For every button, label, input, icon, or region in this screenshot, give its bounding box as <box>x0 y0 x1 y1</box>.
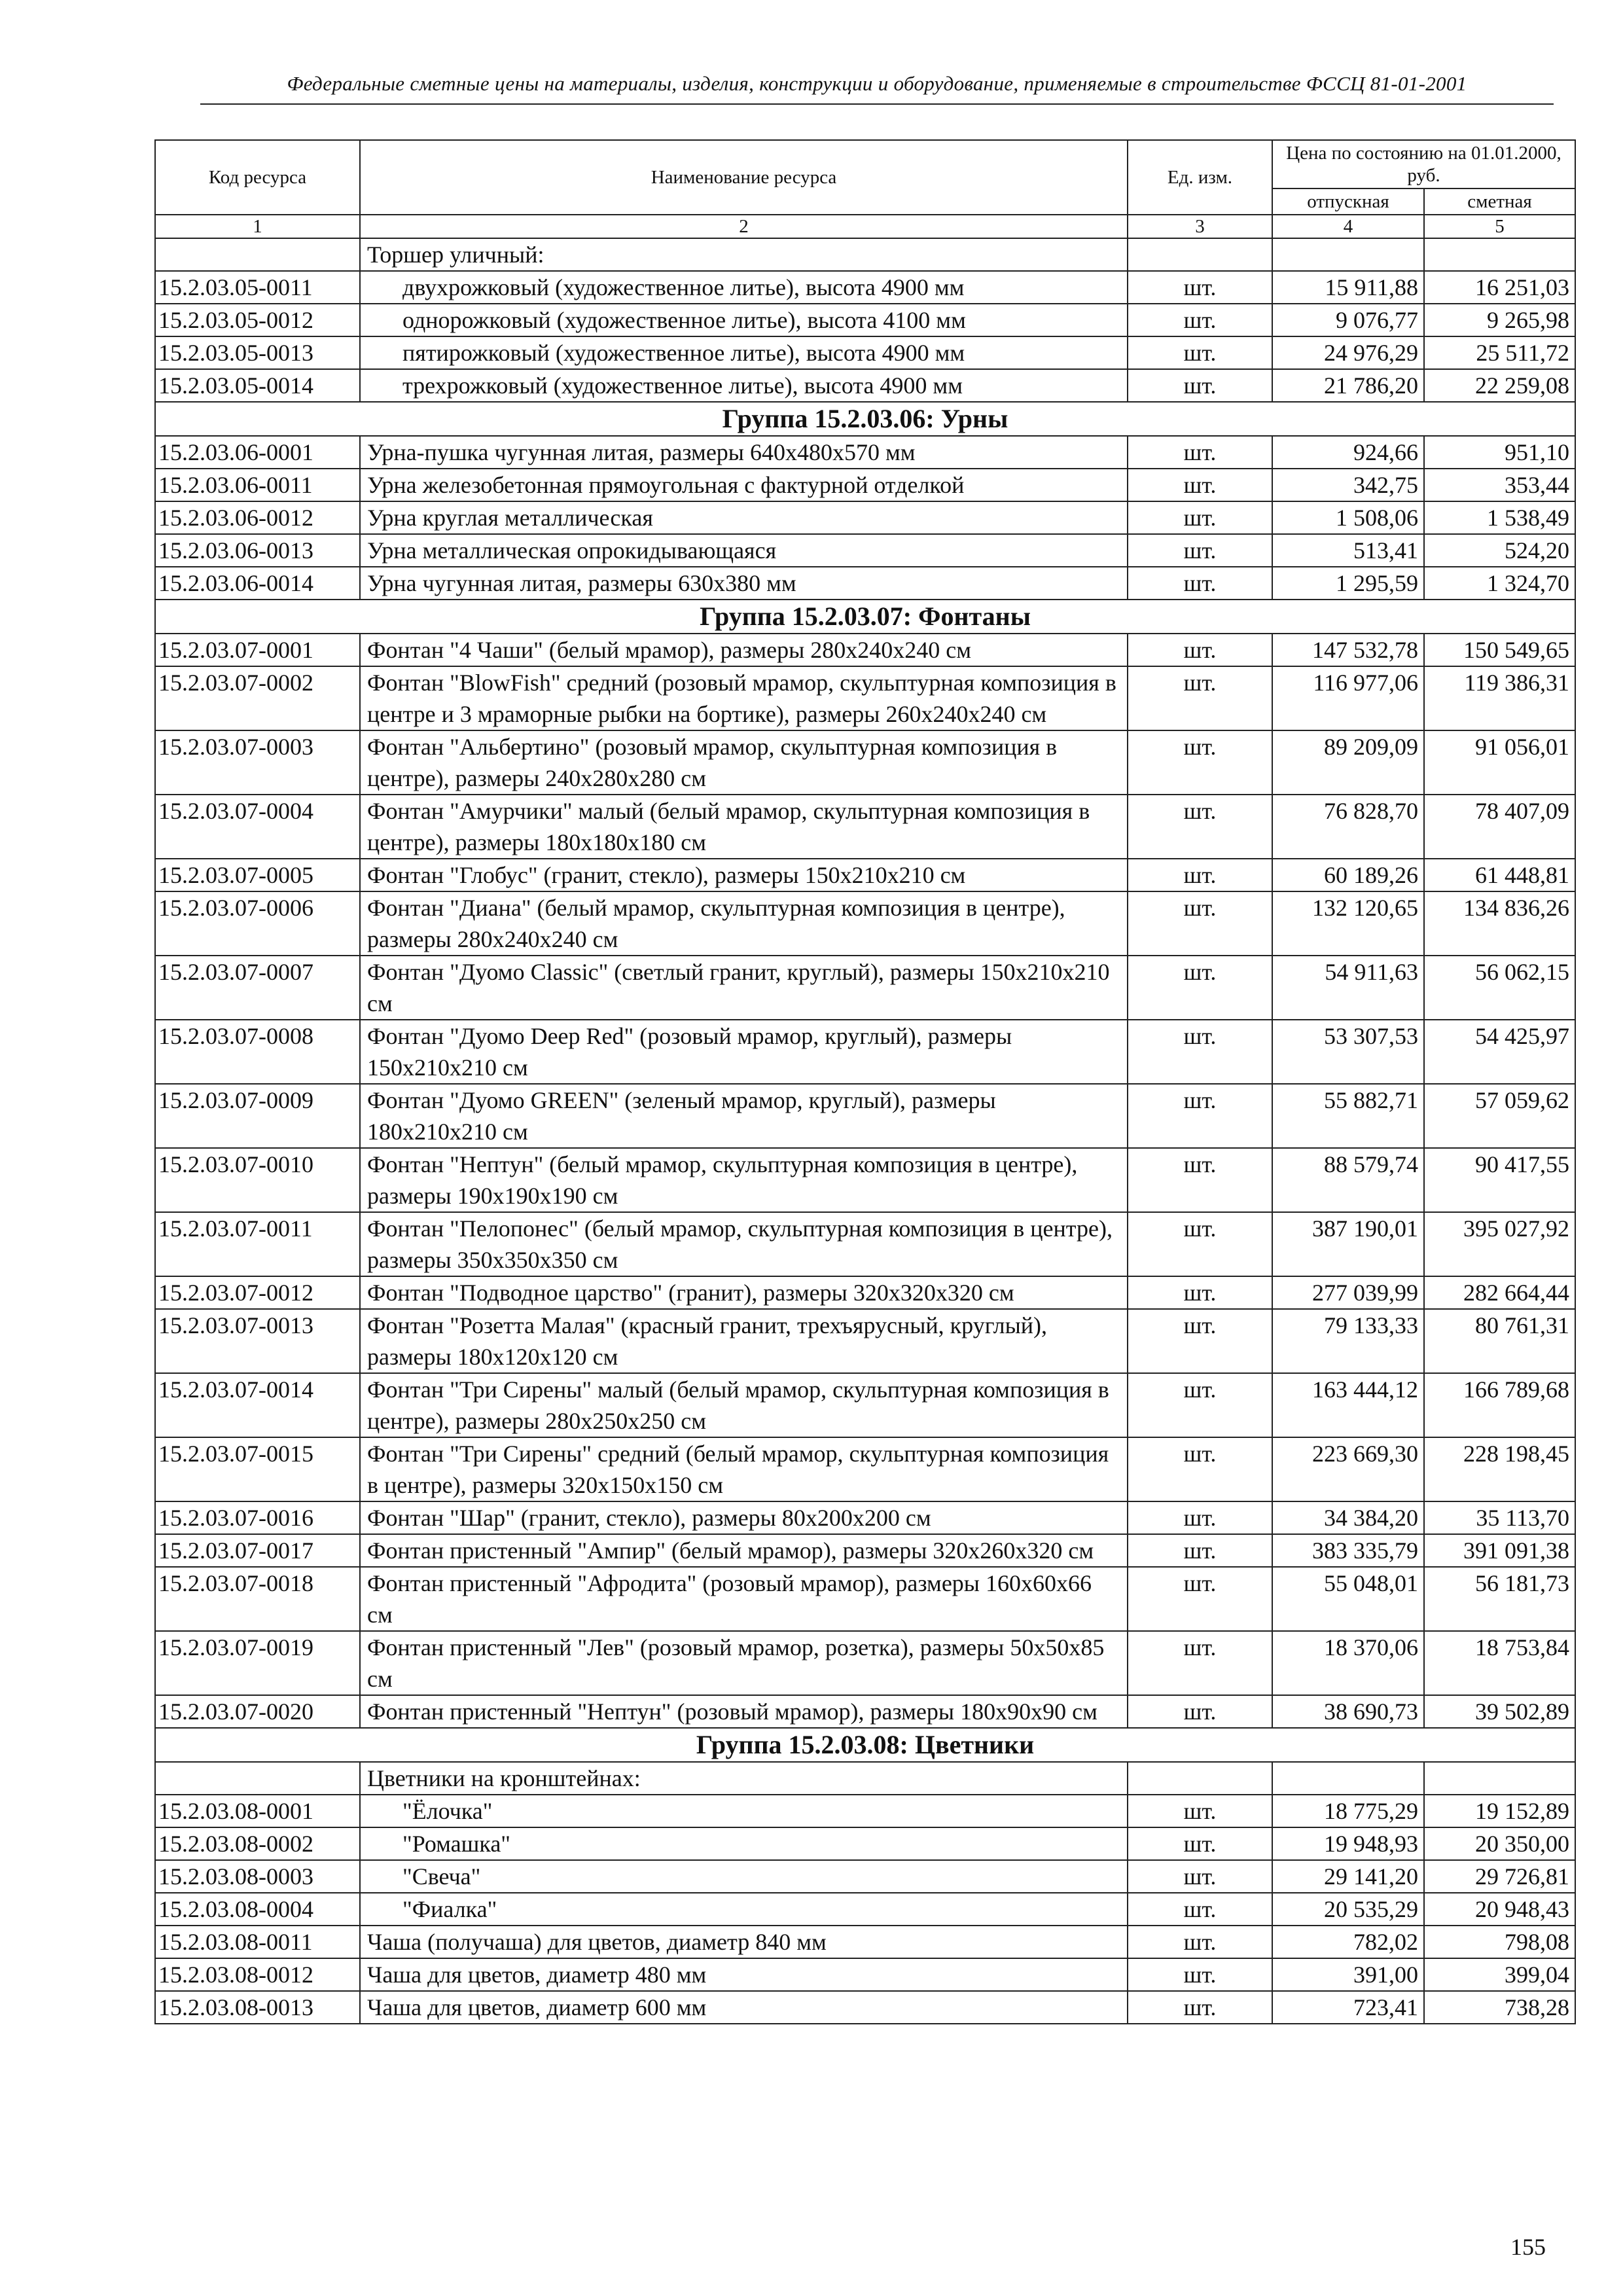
unit-cell: шт. <box>1128 1695 1272 1728</box>
column-number: 3 <box>1128 215 1272 238</box>
release-price: 18 370,06 <box>1272 1631 1424 1695</box>
unit-cell: шт. <box>1128 1148 1272 1212</box>
estimate-price: 20 948,43 <box>1424 1893 1575 1926</box>
unit-cell: шт. <box>1128 304 1272 336</box>
table-row <box>155 1309 1575 1373</box>
table-row <box>155 730 1575 795</box>
resource-name: Урна металлическая опрокидывающаяся <box>360 534 1128 567</box>
resource-code: 15.2.03.07-0019 <box>155 1631 360 1695</box>
table-row <box>155 501 1575 534</box>
unit-cell: шт. <box>1128 1795 1272 1827</box>
unit-cell: шт. <box>1128 1860 1272 1893</box>
resource-name: Фонтан "Дуомо GREEN" (зеленый мрамор, круглый), размеры 180x210x210 см <box>360 1084 1128 1148</box>
estimate-price: 166 789,68 <box>1424 1373 1575 1437</box>
estimate-price: 90 417,55 <box>1424 1148 1575 1212</box>
subgroup-title: Цветники на кронштейнах: <box>360 1762 1128 1795</box>
unit-cell: шт. <box>1128 891 1272 956</box>
release-price: 54 911,63 <box>1272 956 1424 1020</box>
page-header: Федеральные сметные цены на материалы, изделия, конструкции и оборудование, применяемые в строительстве ФССЦ 81-01-2001 <box>287 72 1467 95</box>
resource-code: 15.2.03.05-0013 <box>155 336 360 369</box>
unit-cell: шт. <box>1128 1084 1272 1148</box>
estimate-price: 61 448,81 <box>1424 859 1575 891</box>
table-row <box>155 1795 1575 1827</box>
unit-cell: шт. <box>1128 795 1272 859</box>
unit-cell: шт. <box>1128 1373 1272 1437</box>
resource-code: 15.2.03.06-0013 <box>155 534 360 567</box>
release-price: 9 076,77 <box>1272 304 1424 336</box>
release-price: 147 532,78 <box>1272 634 1424 666</box>
group-title: Группа 15.2.03.08: Цветники <box>155 1728 1575 1762</box>
unit-cell: шт. <box>1128 634 1272 666</box>
table-row <box>155 1534 1575 1567</box>
estimate-price: 20 350,00 <box>1424 1827 1575 1860</box>
resource-name: Урна железобетонная прямоугольная с фактурной отделкой <box>360 469 1128 501</box>
unit-cell: шт. <box>1128 436 1272 469</box>
table-row <box>155 1373 1575 1437</box>
unit-cell: шт. <box>1128 1534 1272 1567</box>
release-price: 342,75 <box>1272 469 1424 501</box>
group-header-row <box>155 600 1575 634</box>
release-price: 79 133,33 <box>1272 1309 1424 1373</box>
release-price: 132 120,65 <box>1272 891 1424 956</box>
resource-code: 15.2.03.07-0001 <box>155 634 360 666</box>
unit-cell: шт. <box>1128 1991 1272 2024</box>
estimate-price: 78 407,09 <box>1424 795 1575 859</box>
estimate-price: 119 386,31 <box>1424 666 1575 730</box>
estimate-price: 951,10 <box>1424 436 1575 469</box>
release-price: 924,66 <box>1272 436 1424 469</box>
table-row <box>155 1926 1575 1958</box>
resource-name: однорожковый (художественное литье), высота 4100 мм <box>360 304 1128 336</box>
resource-code: 15.2.03.08-0011 <box>155 1926 360 1958</box>
estimate-price: 9 265,98 <box>1424 304 1575 336</box>
resource-name: Фонтан "Три Сирены" малый (белый мрамор, скульптурная композиция в центре), размеры 280x250x250 см <box>360 1373 1128 1437</box>
resource-name: пятирожковый (художественное литье), высота 4900 мм <box>360 336 1128 369</box>
resource-code <box>155 238 360 271</box>
resource-code: 15.2.03.08-0002 <box>155 1827 360 1860</box>
resource-code: 15.2.03.07-0020 <box>155 1695 360 1728</box>
table-header-row <box>155 140 1575 188</box>
table-row <box>155 469 1575 501</box>
estimate-price: 353,44 <box>1424 469 1575 501</box>
resource-name: трехрожковый (художественное литье), высота 4900 мм <box>360 369 1128 402</box>
resource-code: 15.2.03.07-0014 <box>155 1373 360 1437</box>
estimate-price: 56 181,73 <box>1424 1567 1575 1631</box>
unit-cell: шт. <box>1128 666 1272 730</box>
table-row <box>155 1991 1575 2024</box>
unit-cell: шт. <box>1128 469 1272 501</box>
estimate-price: 25 511,72 <box>1424 336 1575 369</box>
resource-name: Фонтан "Альбертино" (розовый мрамор, скульптурная композиция в центре), размеры 240x280x280 см <box>360 730 1128 795</box>
release-price: 34 384,20 <box>1272 1501 1424 1534</box>
table-row <box>155 859 1575 891</box>
estimate-price <box>1424 1762 1575 1795</box>
estimate-price: 228 198,45 <box>1424 1437 1575 1501</box>
unit-cell: шт. <box>1128 1309 1272 1373</box>
unit-cell <box>1128 1762 1272 1795</box>
release-price: 76 828,70 <box>1272 795 1424 859</box>
release-price: 15 911,88 <box>1272 271 1424 304</box>
unit-cell: шт. <box>1128 1020 1272 1084</box>
release-price: 1 508,06 <box>1272 501 1424 534</box>
resource-name: Фонтан "Подводное царство" (гранит), размеры 320x320x320 см <box>360 1276 1128 1309</box>
resource-code: 15.2.03.06-0001 <box>155 436 360 469</box>
release-price: 60 189,26 <box>1272 859 1424 891</box>
table-row <box>155 271 1575 304</box>
resource-name: Чаша (получаша) для цветов, диаметр 840 мм <box>360 1926 1128 1958</box>
release-price: 88 579,74 <box>1272 1148 1424 1212</box>
release-price: 277 039,99 <box>1272 1276 1424 1309</box>
release-price <box>1272 238 1424 271</box>
unit-cell: шт. <box>1128 859 1272 891</box>
release-price: 55 048,01 <box>1272 1567 1424 1631</box>
resource-code: 15.2.03.08-0004 <box>155 1893 360 1926</box>
resource-code: 15.2.03.07-0004 <box>155 795 360 859</box>
table-row <box>155 1567 1575 1631</box>
release-price: 391,00 <box>1272 1958 1424 1991</box>
unit-cell: шт. <box>1128 1827 1272 1860</box>
resource-name: "Ромашка" <box>360 1827 1128 1860</box>
table-row <box>155 1148 1575 1212</box>
estimate-price: 1 538,49 <box>1424 501 1575 534</box>
estimate-price: 1 324,70 <box>1424 567 1575 600</box>
estimate-price: 738,28 <box>1424 1991 1575 2024</box>
resource-name: Фонтан "Пелопонес" (белый мрамор, скульптурная композиция в центре), размеры 350x350x350 см <box>360 1212 1128 1276</box>
resource-name: Фонтан "Диана" (белый мрамор, скульптурная композиция в центре), размеры 280x240x240 см <box>360 891 1128 956</box>
resource-code: 15.2.03.07-0002 <box>155 666 360 730</box>
estimate-price: 22 259,08 <box>1424 369 1575 402</box>
resource-code: 15.2.03.07-0006 <box>155 891 360 956</box>
release-price: 387 190,01 <box>1272 1212 1424 1276</box>
column-number: 1 <box>155 215 360 238</box>
resource-name: Чаша для цветов, диаметр 480 мм <box>360 1958 1128 1991</box>
column-number: 4 <box>1272 215 1424 238</box>
resource-code: 15.2.03.06-0012 <box>155 501 360 534</box>
estimate-price: 282 664,44 <box>1424 1276 1575 1309</box>
estimate-price: 16 251,03 <box>1424 271 1575 304</box>
unit-cell: шт. <box>1128 1893 1272 1926</box>
resource-name: Урна-пушка чугунная литая, размеры 640x480x570 мм <box>360 436 1128 469</box>
table-row <box>155 369 1575 402</box>
table-row <box>155 1827 1575 1860</box>
table-row <box>155 1958 1575 1991</box>
resource-name: Фонтан "Амурчики" малый (белый мрамор, скульптурная композиция в центре), размеры 180x180x180 см <box>360 795 1128 859</box>
subgroup-title: Торшер уличный: <box>360 238 1128 271</box>
unit-cell: шт. <box>1128 730 1272 795</box>
release-price: 24 976,29 <box>1272 336 1424 369</box>
estimate-price: 391 091,38 <box>1424 1534 1575 1567</box>
resource-code: 15.2.03.06-0014 <box>155 567 360 600</box>
release-price <box>1272 1762 1424 1795</box>
resource-name: Фонтан пристенный "Лев" (розовый мрамор, розетка), размеры 50x50x85 см <box>360 1631 1128 1695</box>
resource-code: 15.2.03.07-0015 <box>155 1437 360 1501</box>
release-price: 782,02 <box>1272 1926 1424 1958</box>
resource-name: Фонтан "Дуомо Deep Red" (розовый мрамор, круглый), размеры 150x210x210 см <box>360 1020 1128 1084</box>
unit-cell <box>1128 238 1272 271</box>
table-row <box>155 436 1575 469</box>
unit-cell: шт. <box>1128 1437 1272 1501</box>
table-row <box>155 795 1575 859</box>
resource-name: Фонтан "Три Сирены" средний (белый мрамор, скульптурная композиция в центре), размеры 320x150x150 см <box>360 1437 1128 1501</box>
group-title: Группа 15.2.03.07: Фонтаны <box>155 600 1575 634</box>
resource-code: 15.2.03.07-0005 <box>155 859 360 891</box>
col-header-estimate: сметная <box>1424 188 1575 215</box>
resource-name: Фонтан "Нептун" (белый мрамор, скульптурная композиция в центре), размеры 190x190x190 см <box>360 1148 1128 1212</box>
resource-code: 15.2.03.07-0010 <box>155 1148 360 1212</box>
column-number: 2 <box>360 215 1128 238</box>
estimate-price: 395 027,92 <box>1424 1212 1575 1276</box>
unit-cell: шт. <box>1128 1567 1272 1631</box>
table-row <box>155 1276 1575 1309</box>
estimate-price: 39 502,89 <box>1424 1695 1575 1728</box>
release-price: 116 977,06 <box>1272 666 1424 730</box>
estimate-price: 35 113,70 <box>1424 1501 1575 1534</box>
estimate-price: 150 549,65 <box>1424 634 1575 666</box>
table-row <box>155 956 1575 1020</box>
estimate-price: 56 062,15 <box>1424 956 1575 1020</box>
group-header-row <box>155 1728 1575 1762</box>
table-row <box>155 1212 1575 1276</box>
col-header-price: Цена по состоянию на 01.01.2000, руб. <box>1272 140 1575 188</box>
resource-code: 15.2.03.05-0012 <box>155 304 360 336</box>
group-title: Группа 15.2.03.06: Урны <box>155 402 1575 436</box>
subgroup-row <box>155 1762 1575 1795</box>
header-rule <box>200 103 1554 105</box>
resource-name: "Свеча" <box>360 1860 1128 1893</box>
unit-cell: шт. <box>1128 369 1272 402</box>
resource-name: Фонтан пристенный "Нептун" (розовый мрамор), размеры 180x90x90 см <box>360 1695 1128 1728</box>
estimate-price: 798,08 <box>1424 1926 1575 1958</box>
resource-code: 15.2.03.08-0001 <box>155 1795 360 1827</box>
resource-code: 15.2.03.07-0012 <box>155 1276 360 1309</box>
subgroup-row <box>155 238 1575 271</box>
resource-code: 15.2.03.08-0003 <box>155 1860 360 1893</box>
release-price: 89 209,09 <box>1272 730 1424 795</box>
resource-name: Фонтан "Розетта Малая" (красный гранит, трехъярусный, круглый), размеры 180x120x120 см <box>360 1309 1128 1373</box>
table-row <box>155 1860 1575 1893</box>
unit-cell: шт. <box>1128 1276 1272 1309</box>
resource-name: Фонтан пристенный "Афродита" (розовый мрамор), размеры 160x60x66 см <box>360 1567 1128 1631</box>
estimate-price: 19 152,89 <box>1424 1795 1575 1827</box>
unit-cell: шт. <box>1128 501 1272 534</box>
resource-code: 15.2.03.08-0013 <box>155 1991 360 2024</box>
table-row <box>155 1437 1575 1501</box>
resource-name: двухрожковый (художественное литье), высота 4900 мм <box>360 271 1128 304</box>
release-price: 163 444,12 <box>1272 1373 1424 1437</box>
release-price: 513,41 <box>1272 534 1424 567</box>
table-row <box>155 1893 1575 1926</box>
resource-name: Фонтан "BlowFish" средний (розовый мрамор, скульптурная композиция в центре и 3 мраморные рыбки на бортике), размеры 260x240x240 см <box>360 666 1128 730</box>
release-price: 53 307,53 <box>1272 1020 1424 1084</box>
resource-code: 15.2.03.07-0011 <box>155 1212 360 1276</box>
table-row <box>155 1020 1575 1084</box>
release-price: 383 335,79 <box>1272 1534 1424 1567</box>
release-price: 19 948,93 <box>1272 1827 1424 1860</box>
col-header-code: Код ресурса <box>155 140 360 215</box>
release-price: 20 535,29 <box>1272 1893 1424 1926</box>
estimate-price <box>1424 238 1575 271</box>
estimate-price: 134 836,26 <box>1424 891 1575 956</box>
unit-cell: шт. <box>1128 1212 1272 1276</box>
resource-name: Фонтан "Шар" (гранит, стекло), размеры 80x200x200 см <box>360 1501 1128 1534</box>
table-row <box>155 534 1575 567</box>
resource-code: 15.2.03.08-0012 <box>155 1958 360 1991</box>
column-numbers-row <box>155 215 1575 238</box>
resource-price-table <box>154 139 1576 2024</box>
unit-cell: шт. <box>1128 1501 1272 1534</box>
resource-code: 15.2.03.07-0017 <box>155 1534 360 1567</box>
table-body <box>155 238 1575 2024</box>
release-price: 1 295,59 <box>1272 567 1424 600</box>
resource-code: 15.2.03.05-0011 <box>155 271 360 304</box>
col-header-unit: Ед. изм. <box>1128 140 1272 215</box>
table-row <box>155 1631 1575 1695</box>
release-price: 55 882,71 <box>1272 1084 1424 1148</box>
unit-cell: шт. <box>1128 567 1272 600</box>
unit-cell: шт. <box>1128 1926 1272 1958</box>
estimate-price: 54 425,97 <box>1424 1020 1575 1084</box>
table-row <box>155 634 1575 666</box>
resource-name: Фонтан пристенный "Ампир" (белый мрамор), размеры 320x260x320 см <box>360 1534 1128 1567</box>
resource-code: 15.2.03.05-0014 <box>155 369 360 402</box>
table-row <box>155 1084 1575 1148</box>
release-price: 723,41 <box>1272 1991 1424 2024</box>
resource-code: 15.2.03.07-0007 <box>155 956 360 1020</box>
resource-code: 15.2.03.07-0003 <box>155 730 360 795</box>
unit-cell: шт. <box>1128 956 1272 1020</box>
column-number: 5 <box>1424 215 1575 238</box>
unit-cell: шт. <box>1128 1631 1272 1695</box>
resource-code: 15.2.03.07-0018 <box>155 1567 360 1631</box>
estimate-price: 57 059,62 <box>1424 1084 1575 1148</box>
release-price: 21 786,20 <box>1272 369 1424 402</box>
release-price: 38 690,73 <box>1272 1695 1424 1728</box>
resource-name: "Ёлочка" <box>360 1795 1128 1827</box>
page-number: 155 <box>1510 2234 1546 2260</box>
col-header-release: отпускная <box>1272 188 1424 215</box>
table-row <box>155 666 1575 730</box>
resource-code: 15.2.03.06-0011 <box>155 469 360 501</box>
estimate-price: 399,04 <box>1424 1958 1575 1991</box>
table-row <box>155 1695 1575 1728</box>
resource-name: Фонтан "4 Чаши" (белый мрамор), размеры 280x240x240 см <box>360 634 1128 666</box>
resource-code: 15.2.03.07-0013 <box>155 1309 360 1373</box>
estimate-price: 80 761,31 <box>1424 1309 1575 1373</box>
resource-name: Фонтан "Дуомо Classic" (светлый гранит, круглый), размеры 150x210x210 см <box>360 956 1128 1020</box>
unit-cell: шт. <box>1128 336 1272 369</box>
resource-code: 15.2.03.07-0009 <box>155 1084 360 1148</box>
release-price: 18 775,29 <box>1272 1795 1424 1827</box>
resource-name: Чаша для цветов, диаметр 600 мм <box>360 1991 1128 2024</box>
table-row <box>155 1501 1575 1534</box>
resource-name: Урна круглая металлическая <box>360 501 1128 534</box>
unit-cell: шт. <box>1128 271 1272 304</box>
estimate-price: 18 753,84 <box>1424 1631 1575 1695</box>
resource-code: 15.2.03.07-0016 <box>155 1501 360 1534</box>
table-row <box>155 304 1575 336</box>
table-row <box>155 891 1575 956</box>
release-price: 29 141,20 <box>1272 1860 1424 1893</box>
resource-name: "Фиалка" <box>360 1893 1128 1926</box>
release-price: 223 669,30 <box>1272 1437 1424 1501</box>
unit-cell: шт. <box>1128 1958 1272 1991</box>
table-row <box>155 567 1575 600</box>
resource-name: Урна чугунная литая, размеры 630x380 мм <box>360 567 1128 600</box>
estimate-price: 29 726,81 <box>1424 1860 1575 1893</box>
group-header-row <box>155 402 1575 436</box>
col-header-name: Наименование ресурса <box>360 140 1128 215</box>
resource-code: 15.2.03.07-0008 <box>155 1020 360 1084</box>
estimate-price: 524,20 <box>1424 534 1575 567</box>
resource-name: Фонтан "Глобус" (гранит, стекло), размеры 150x210x210 см <box>360 859 1128 891</box>
resource-code <box>155 1762 360 1795</box>
estimate-price: 91 056,01 <box>1424 730 1575 795</box>
table-row <box>155 336 1575 369</box>
unit-cell: шт. <box>1128 534 1272 567</box>
